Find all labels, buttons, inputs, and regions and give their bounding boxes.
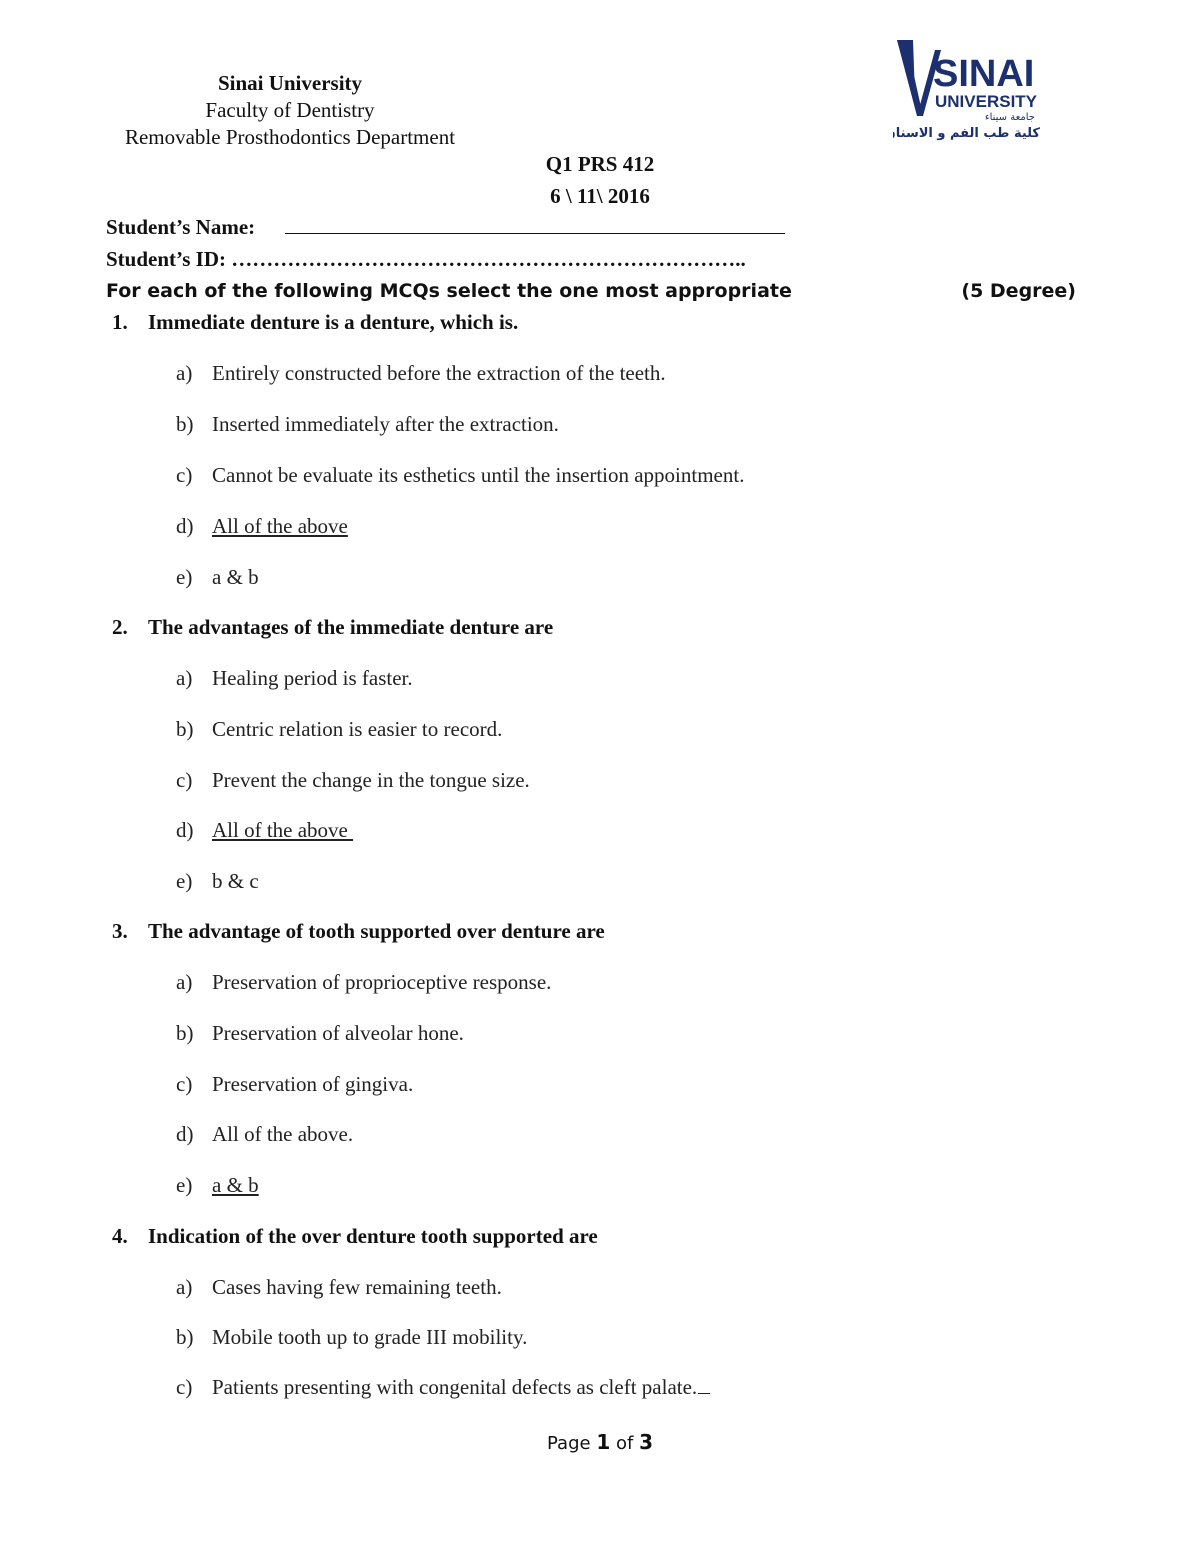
- option-text: Cannot be evaluate its esthetics until the insertion appointment.: [212, 463, 745, 487]
- instruction-row: [106, 280, 1076, 306]
- question-number: 1.: [112, 310, 128, 334]
- page-footer: [0, 1430, 1200, 1454]
- option-text: Inserted immediately after the extraction.: [212, 412, 559, 436]
- student-id-dots[interactable]: ………………………………………………………………..: [231, 247, 746, 271]
- option-letter: b): [176, 1325, 194, 1349]
- option-letter: b): [176, 1021, 194, 1045]
- question-text: The advantage of tooth supported over denture are: [148, 919, 605, 943]
- page-current: 1: [596, 1430, 611, 1454]
- option-letter: a): [176, 1275, 193, 1299]
- question-number: 4.: [112, 1224, 128, 1248]
- option-text: Preservation of gingiva.: [212, 1072, 414, 1096]
- option-letter: e): [176, 869, 193, 893]
- option-letter: b): [176, 717, 194, 741]
- option[interactable]: [176, 412, 559, 437]
- option-letter: b): [176, 412, 194, 436]
- option-answer[interactable]: [176, 514, 348, 539]
- option-letter: a): [176, 666, 193, 690]
- degree-label: (5 Degree): [961, 280, 1076, 302]
- answer-blank[interactable]: [698, 1393, 710, 1394]
- option-text: a & b: [212, 565, 259, 589]
- logo-arabic-small: جامعة سيناء: [984, 112, 1035, 123]
- option[interactable]: [176, 1021, 464, 1046]
- question-text: The advantages of the immediate denture are: [148, 615, 554, 639]
- option-letter: d): [176, 818, 194, 842]
- page-total: 3: [639, 1430, 653, 1454]
- option-text: a & b: [212, 1173, 259, 1197]
- option[interactable]: [176, 1375, 710, 1400]
- option-letter: c): [176, 1072, 193, 1096]
- quiz-code: Q1 PRS 412: [545, 152, 655, 176]
- document-header: [104, 70, 476, 151]
- instruction-text: For each of the following MCQs select the one most appropriate: [106, 280, 792, 302]
- option[interactable]: [176, 463, 744, 488]
- option-text: Preservation of proprioceptive response.: [212, 970, 552, 994]
- question-text: Immediate denture is a denture, which is.: [148, 310, 519, 334]
- logo-arabic-faculty: كلية طب الفم و الاسنان: [893, 126, 1040, 141]
- page-label: Page: [547, 1433, 591, 1454]
- quiz-date: 6 \ 11\ 2016: [550, 184, 650, 208]
- question-4: [112, 1224, 598, 1249]
- question-3: [112, 919, 605, 944]
- logo-main-text: SINAI: [933, 53, 1035, 95]
- student-name-label: Student’s Name:: [106, 215, 256, 239]
- option-letter: a): [176, 970, 193, 994]
- option[interactable]: [176, 970, 551, 995]
- option[interactable]: [176, 1325, 527, 1350]
- option[interactable]: [176, 1072, 413, 1097]
- sinai-university-logo: [893, 36, 1043, 146]
- student-name-line[interactable]: [285, 233, 785, 234]
- option-text: Healing period is faster.: [212, 666, 413, 690]
- option-text: Entirely constructed before the extraction of the teeth.: [212, 361, 666, 385]
- logo-sub-text: UNIVERSITY: [935, 92, 1038, 111]
- option-text: Preservation of alveolar hone.: [212, 1021, 464, 1045]
- option[interactable]: [176, 361, 666, 386]
- student-id-label: Student’s ID:: [106, 247, 226, 271]
- question-2: [112, 615, 553, 640]
- option-letter: e): [176, 1173, 193, 1197]
- option[interactable]: [176, 717, 502, 742]
- option-text: Patients presenting with congenital defects as cleft palate.: [212, 1375, 698, 1399]
- question-1: [112, 310, 518, 335]
- option-letter: a): [176, 361, 193, 385]
- option[interactable]: [176, 869, 259, 894]
- option-letter: e): [176, 565, 193, 589]
- option[interactable]: [176, 768, 530, 793]
- option[interactable]: [176, 1275, 502, 1300]
- option-text: b & c: [212, 869, 259, 893]
- option-letter: c): [176, 1375, 193, 1399]
- question-number: 2.: [112, 615, 128, 639]
- option-text: Centric relation is easier to record.: [212, 717, 503, 741]
- option-answer[interactable]: [176, 818, 353, 843]
- option-letter: c): [176, 768, 193, 792]
- option-letter: c): [176, 463, 193, 487]
- option-text: All of the above.: [212, 1122, 354, 1146]
- option-letter: d): [176, 1122, 194, 1146]
- question-number: 3.: [112, 919, 128, 943]
- logo-graphic: [893, 36, 1043, 146]
- department-name: Removable Prosthodontics Department: [124, 125, 456, 149]
- option[interactable]: [176, 565, 259, 590]
- option[interactable]: [176, 666, 413, 691]
- option-text: Mobile tooth up to grade III mobility.: [212, 1325, 528, 1349]
- option-text: All of the above: [212, 514, 348, 538]
- option-letter: d): [176, 514, 194, 538]
- option-text: All of the above: [212, 818, 354, 842]
- option-text: Cases having few remaining teeth.: [212, 1275, 502, 1299]
- question-text: Indication of the over denture tooth supported are: [148, 1224, 598, 1248]
- page-of: of: [615, 1433, 634, 1454]
- option[interactable]: [176, 1122, 353, 1147]
- student-id-row: [106, 247, 746, 272]
- option-text: Prevent the change in the tongue size.: [212, 768, 530, 792]
- option-answer[interactable]: [176, 1173, 259, 1198]
- university-name: Sinai University: [217, 71, 363, 95]
- faculty-name: Faculty of Dentistry: [205, 98, 375, 122]
